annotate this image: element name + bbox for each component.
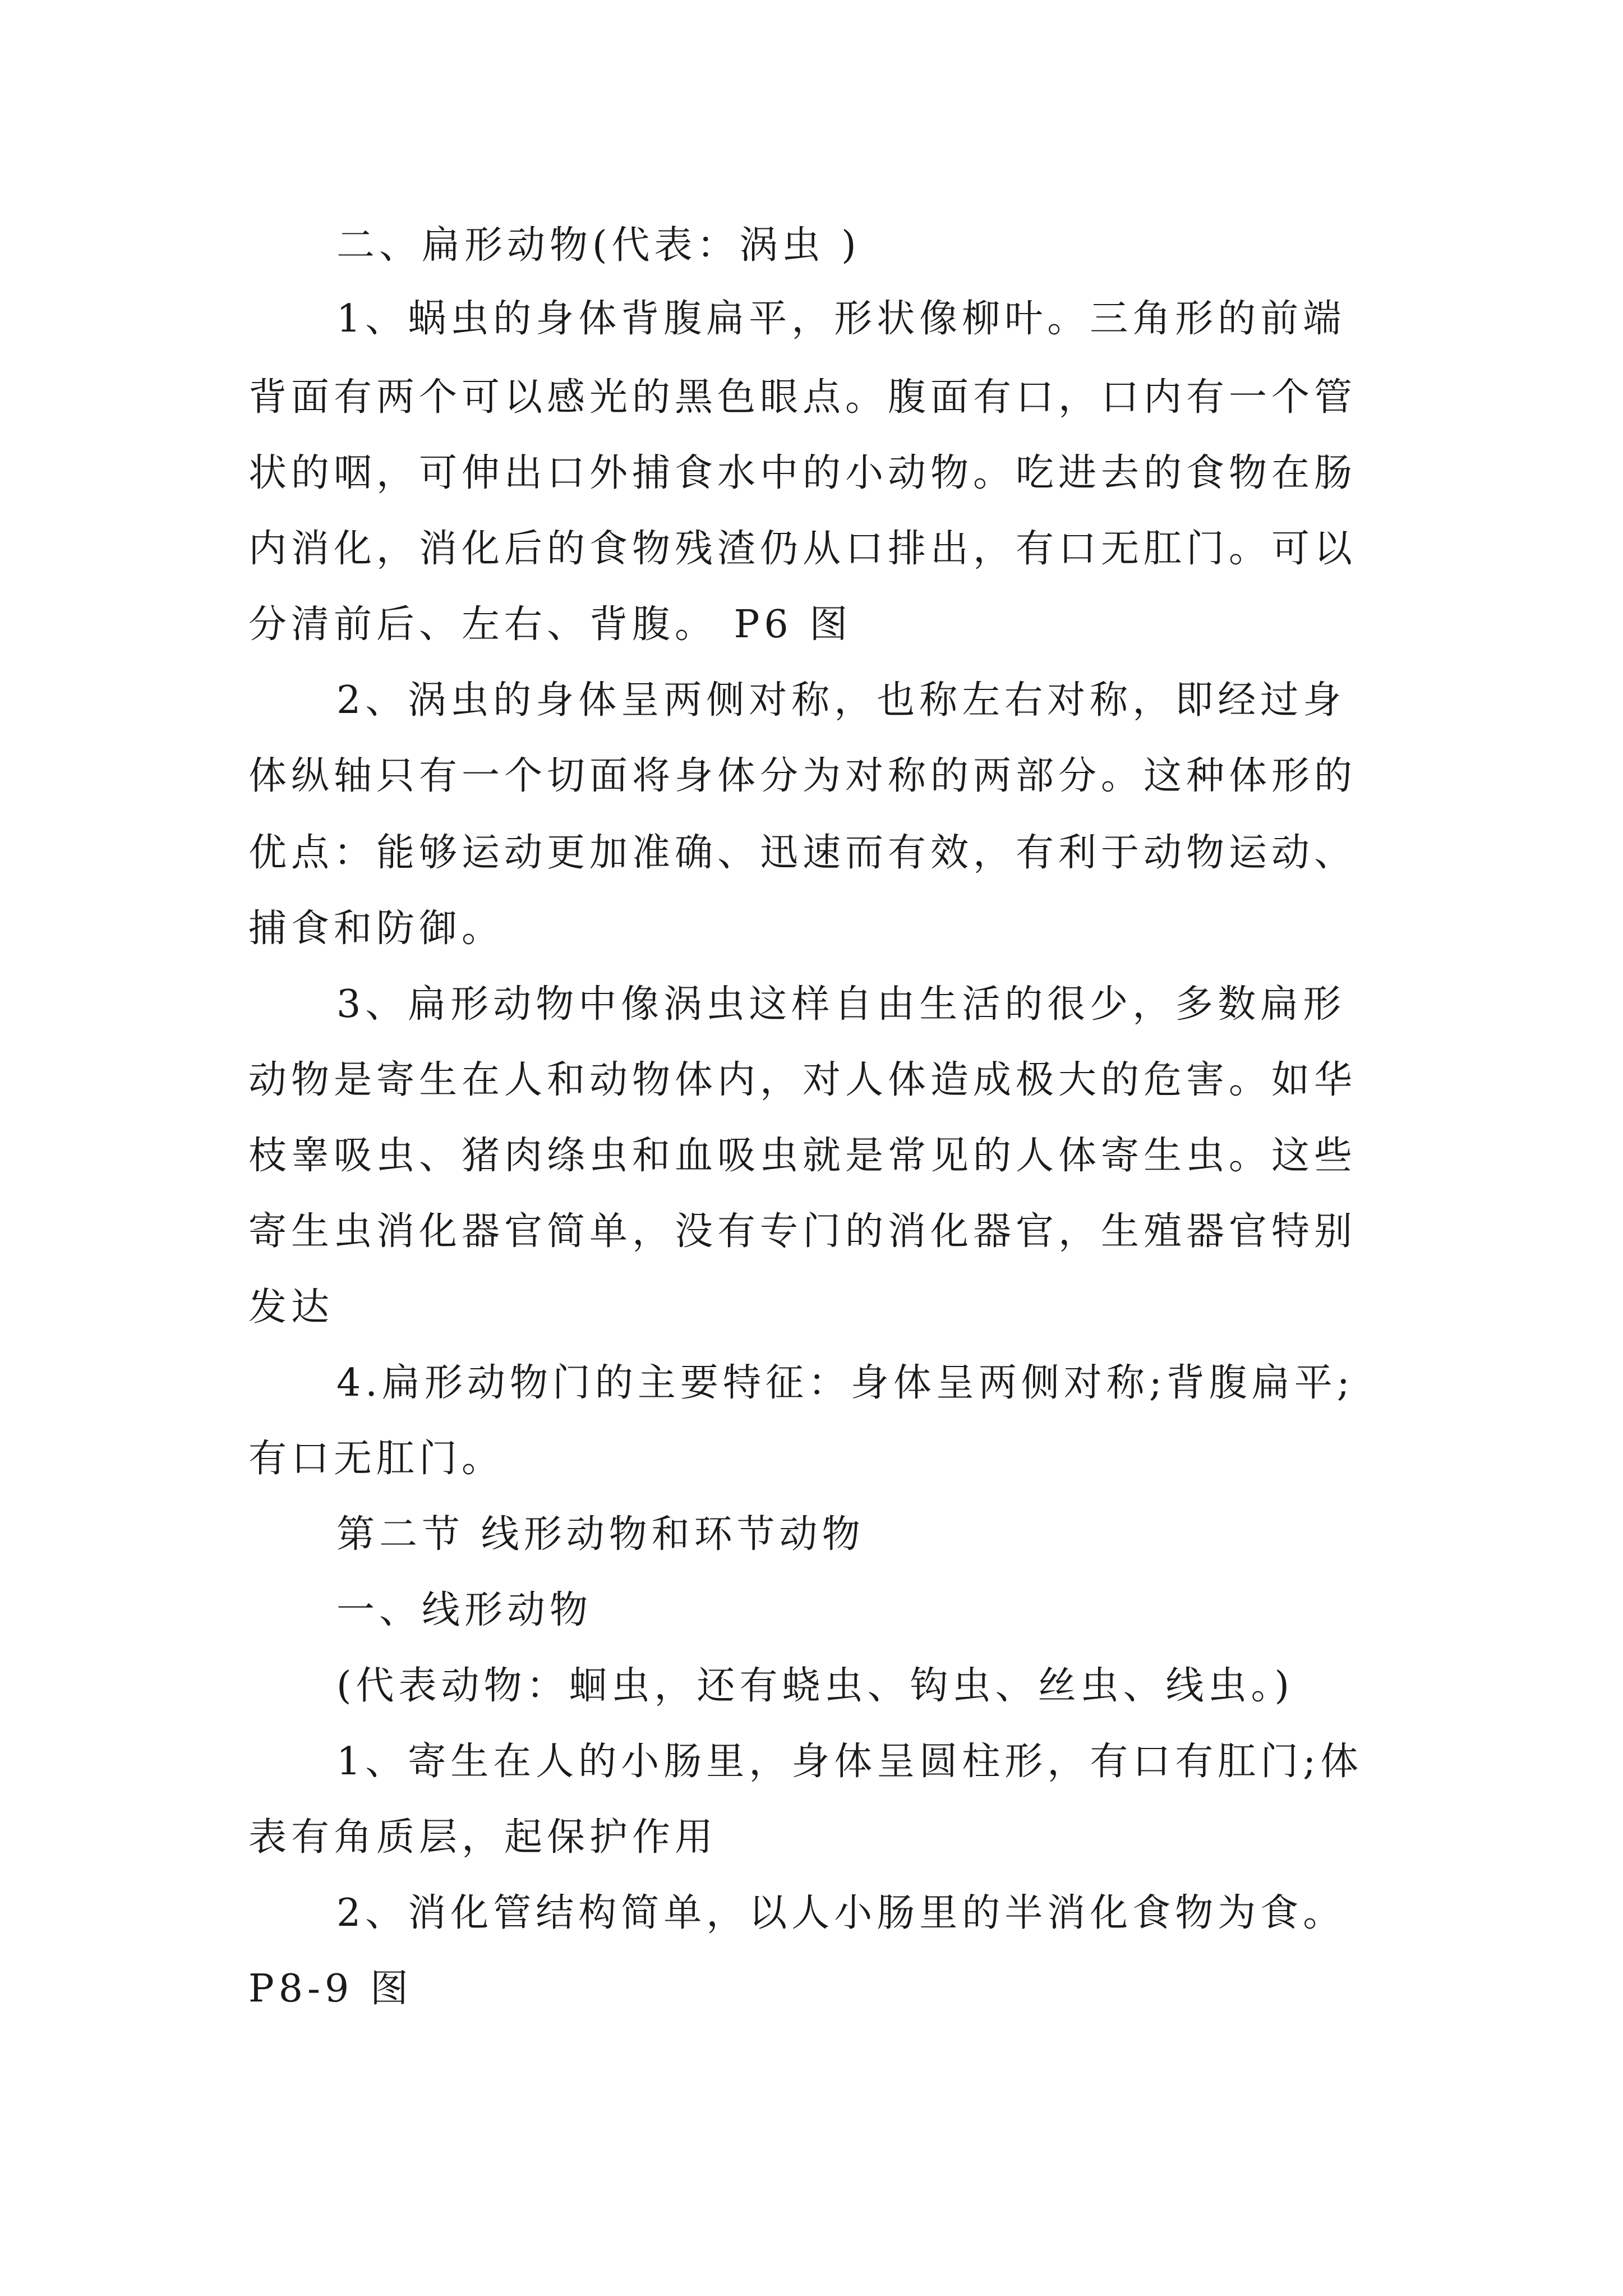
paragraph-line: 2、涡虫的身体呈两侧对称，也称左右对称，即经过身	[336, 678, 1346, 723]
paragraph-line: (代表动物：蛔虫，还有蛲虫、钩虫、丝虫、线虫。)	[336, 1664, 1294, 1708]
section-heading-flatworms: 二、扁形动物(代表：涡虫 )	[336, 223, 861, 268]
paragraph-line: 有口无肛门。	[248, 1437, 505, 1481]
paragraph-line: 内消化，消化后的食物残渣仍从口排出，有口无肛门。可以	[248, 527, 1357, 571]
paragraph-line: 表有角质层，起保护作用	[248, 1815, 718, 1860]
paragraph-line: 动物是寄生在人和动物体内，对人体造成极大的危害。如华	[248, 1058, 1357, 1102]
paragraph-line: P8-9 图	[248, 1967, 413, 2011]
section-heading-lesson-2: 第二节 线形动物和环节动物	[336, 1512, 865, 1557]
paragraph-line: 枝睾吸虫、猪肉绦虫和血吸虫就是常见的人体寄生虫。这些	[248, 1134, 1357, 1178]
paragraph-line: 捕食和防御。	[248, 907, 505, 951]
section-heading-roundworms: 一、线形动物	[336, 1588, 593, 1632]
paragraph-line: 发达	[248, 1285, 334, 1329]
paragraph-line: 3、扁形动物中像涡虫这样自由生活的很少，多数扁形	[336, 982, 1346, 1027]
paragraph-line: 4.扁形动物门的主要特征：身体呈两侧对称;背腹扁平;	[336, 1361, 1354, 1405]
paragraph-line: 1、蜗虫的身体背腹扁平，形状像柳叶。三角形的前端	[336, 297, 1346, 341]
paragraph-line: 体纵轴只有一个切面将身体分为对称的两部分。这种体形的	[248, 754, 1357, 798]
paragraph-line: 1、寄生在人的小肠里，身体呈圆柱形，有口有肛门;体	[336, 1740, 1363, 1784]
paragraph-line: 背面有两个可以感光的黑色眼点。腹面有口，口内有一个管	[248, 375, 1357, 420]
paragraph-line: 2、消化管结构简单，以人小肠里的半消化食物为食。	[336, 1891, 1346, 1935]
paragraph-line: 寄生虫消化器官简单，没有专门的消化器官，生殖器官特别	[248, 1209, 1357, 1254]
paragraph-line: 优点：能够运动更加准确、迅速而有效，有利于动物运动、	[248, 831, 1357, 875]
paragraph-line: 状的咽，可伸出口外捕食水中的小动物。吃进去的食物在肠	[248, 451, 1357, 495]
paragraph-line: 分清前后、左右、背腹。 P6 图	[248, 602, 852, 647]
